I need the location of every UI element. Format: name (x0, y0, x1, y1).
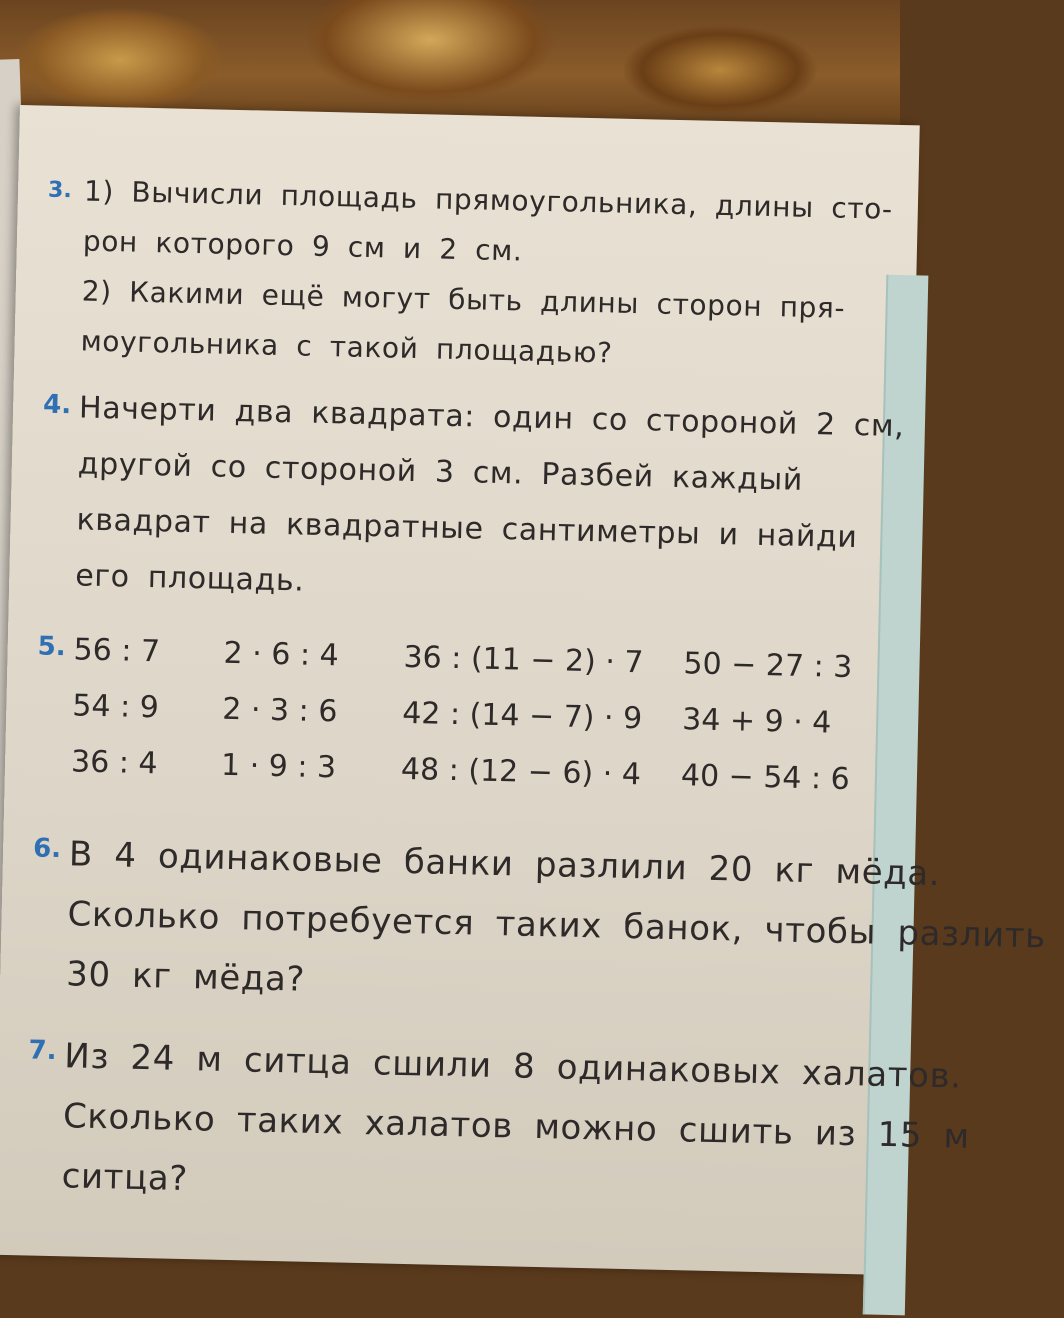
expression: 42 : (14 − 7) · 9 (401, 695, 643, 737)
expression: 1 · 9 : 3 (220, 747, 337, 786)
task-text (61, 1026, 972, 1227)
task-6 (30, 823, 1047, 1021)
text-line: квадрат на квадратные сантиметры и найди (76, 502, 858, 556)
task-text (66, 824, 1048, 1026)
text-line: Сколько потребуется таких банок, чтобы разлить (67, 894, 1047, 957)
task-3 (44, 166, 894, 384)
task-number: 4. (42, 389, 72, 421)
expression: 2 · 6 : 4 (223, 635, 340, 674)
text-line: другой со стороной 3 см. Разбей каждый (77, 446, 804, 498)
expression: 48 : (12 − 6) · 4 (400, 751, 642, 793)
task-text (75, 380, 905, 623)
task-5 (34, 622, 853, 808)
text-line: Начерти два квадрата: один со стороной 2 см, (78, 390, 905, 445)
text-line: В 4 одинаковые банки разлили 20 кг мёда. (68, 834, 941, 895)
expression: 2 · 3 : 6 (221, 691, 338, 730)
task-number: 6. (32, 833, 62, 865)
text-line: Сколько таких халатов можно сшить из 15 м (62, 1096, 971, 1157)
text-line: рон которого 9 см и 2 см. (82, 224, 523, 268)
textbook-page (0, 105, 1047, 1275)
expression: 56 : 7 (73, 632, 161, 670)
task-4 (39, 380, 905, 622)
page-content (25, 166, 1047, 1238)
text-line: ситца? (61, 1156, 189, 1200)
task-number: 3. (47, 177, 73, 204)
task-number: 7. (28, 1035, 57, 1067)
expression: 50 − 27 : 3 (683, 646, 853, 686)
expression: 54 : 9 (71, 688, 160, 726)
expressions-grid (70, 622, 884, 808)
expression: 34 + 9 · 4 (681, 702, 832, 741)
expression: 36 : (11 − 2) · 7 (403, 639, 644, 681)
text-line: 2) Какими ещё могут быть длины сторон пря- (81, 274, 846, 325)
text-line: Из 24 м ситца сшили 8 одинаковых халатов. (63, 1036, 963, 1097)
task-7 (25, 1025, 971, 1223)
task-number: 5. (37, 631, 67, 663)
text-line: 1) Вычисли площадь прямоугольника, длины сто- (83, 174, 894, 226)
expression: 40 − 54 : 6 (680, 758, 851, 797)
text-line: 30 кг мёда? (65, 954, 306, 1000)
text-line: его площадь. (74, 558, 305, 599)
text-line: моугольника с такой площадью? (80, 324, 613, 370)
expression: 36 : 4 (70, 744, 158, 782)
task-text (80, 166, 893, 384)
